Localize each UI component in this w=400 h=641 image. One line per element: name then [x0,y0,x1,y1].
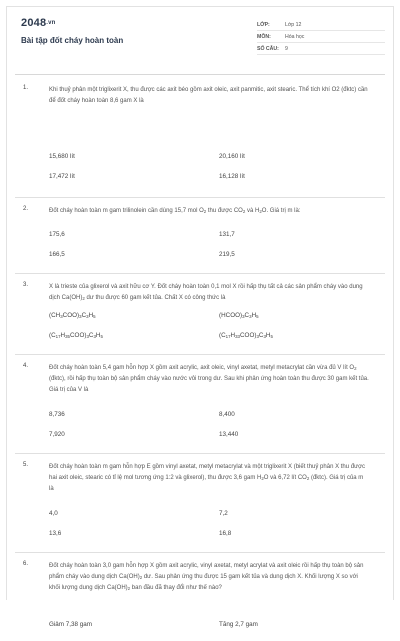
question-number: 2. [23,206,29,212]
answer-option-b[interactable]: 131,7 [219,231,235,238]
header-divider [15,74,385,75]
meta-row-class [257,19,385,31]
worksheet-title: Bài tập đốt cháy hoàn toàn [21,36,124,45]
question-divider [15,453,385,454]
question-6 [7,561,393,641]
answer-option-a[interactable]: 8,736 [49,411,65,418]
answer-option-b[interactable]: Tăng 2,7 gam [219,621,258,628]
question-5 [7,462,393,550]
question-number: 4. [23,363,29,369]
question-2 [7,206,393,271]
question-list [7,85,393,641]
answer-options [49,153,383,193]
question-number: 3. [23,282,29,288]
answer-option-b[interactable]: 7,2 [219,510,228,517]
worksheet-page [6,6,394,628]
meta-row-subject [257,31,385,43]
question-divider [15,197,385,198]
question-divider [15,354,385,355]
answer-options [49,411,383,451]
answer-options [49,231,383,271]
question-divider [15,552,385,553]
answer-option-a[interactable]: 4,0 [49,510,58,517]
question-text: Đốt cháy hoàn toàn m gam trilinolein cần dùng 15,7 mol $O_2$ thu được $CO_2$ và $H_2O$. Giá trị m là: [49,208,301,214]
question-text: X là trieste của glixerol và axit hữu cơ Y. Đốt cháy hoàn toàn 0,1 mol X rồi hấp thụ tất cả các sản phẩm cháy vào dung dịch $Ca(OH)_2$ dư thu được 60 gam kết tủa. Chất X có công thức là [49,284,363,301]
question-divider [15,273,385,274]
answer-option-c[interactable]: 17,472 lít [49,173,75,180]
answer-options [49,621,383,641]
question-text: Đốt cháy hoàn toàn 5,4 gam hỗn hợp X gồm axit acrylic, axit oleic, vinyl axetat, metyl metacrylat cần vừa đủ V lít $O_2$ (đktc), rồi hấp thụ toàn bộ sản phẩm cháy vào nước vôi trong dư. Sau khi phản ứng hoàn toàn thu được 30 gam kết tủa. Giá trị của V là [49,365,369,393]
meta-value: Lớp 12 [285,21,302,28]
worksheet-header [7,7,393,57]
question-text: Đốt cháy hoàn toàn m gam hỗn hợp E gồm vinyl axetat, metyl metacrylat và một triglixerit X (biết thuỷ phân X thu được hai axit oleic, stearic có tỉ lệ mol tương ứng 1:2 và glixerol), thu được 3,6 gam $H_2O$ và 6,72 lít $CO_2$ (đktc). Giá trị của m là [49,464,366,492]
answer-option-c[interactable]: 166,5 [49,251,65,258]
question-text: Đốt cháy hoàn toàn 3,0 gam hỗn hợp X gồm axit acrylic, vinyl axetat, metyl acrylat và axit oleic rồi hấp thụ toàn bộ sản phẩm cháy vào dung dịch $Ca(OH)_2$ dư. Sau phản ứng thu được 15 gam kết tủa và dung dịch X. Khối lượng X so với khối lượng dung dịch $Ca(OH)_2$ ban đầu đã thay đổi như thế nào? [49,563,364,591]
answer-option-c[interactable]: 7,920 [49,431,65,438]
meta-label: LỚP: [257,21,270,28]
question-1 [7,85,393,193]
answer-option-d[interactable]: $(C_{17}H_{33}COO)_3C_3H_5$ [219,332,273,339]
answer-option-c[interactable]: 13,6 [49,530,62,537]
answer-options [49,312,383,352]
answer-option-b[interactable]: $(HCOO)_3C_3H_5$ [219,312,259,319]
question-3 [7,282,393,352]
answer-option-a[interactable]: $(CH_3COO)_3C_3H_5$ [49,312,96,319]
meta-label: SỐ CÂU: [257,45,279,52]
answer-option-b[interactable]: 20,160 lít [219,153,245,160]
answer-option-c[interactable]: $(C_{17}H_{35}COO)_3C_3H_5$ [49,332,103,339]
question-number: 5. [23,462,29,468]
answer-option-a[interactable]: Giảm 7,38 gam [49,621,93,628]
answer-option-a[interactable]: 175,6 [49,231,65,238]
answer-option-d[interactable]: 13,440 [219,431,239,438]
answer-option-d[interactable]: 219,5 [219,251,235,258]
answer-option-a[interactable]: 15,680 lít [49,153,75,160]
meta-row-question-count [257,43,385,55]
meta-label: MÔN: [257,33,271,40]
logo-suffix: .vn [46,20,56,26]
site-logo[interactable] [21,17,56,29]
question-number: 6. [23,561,29,567]
answer-options [49,510,383,550]
question-text: Khi thuỷ phân một triglixerit X, thu được các axit béo gồm axit oleic, axit panmitic, axit stearic. Thể tích khí O2 (đktc) cần để đốt cháy hoàn toàn 8,6 gam X là [49,87,368,104]
question-4 [7,363,393,451]
answer-option-d[interactable]: 16,8 [219,530,232,537]
question-number: 1. [23,85,29,91]
answer-option-d[interactable]: 16,128 lít [219,173,245,180]
answer-option-b[interactable]: 8,400 [219,411,235,418]
meta-value: 9 [285,45,288,52]
meta-table [257,19,385,55]
logo-text: 2048 [21,17,47,29]
meta-value: Hóa học [285,33,305,40]
